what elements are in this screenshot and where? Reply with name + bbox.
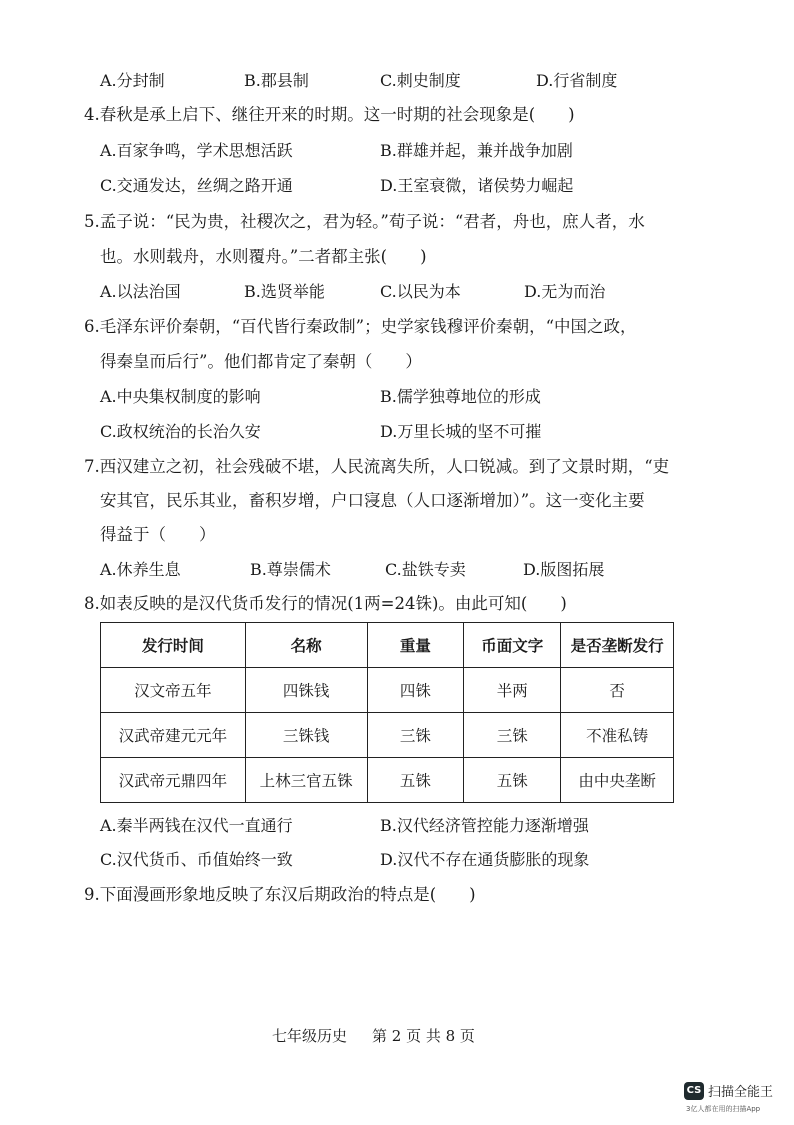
q8-option-a: A.秦半两钱在汉代一直通行 (100, 816, 293, 835)
header-coin-name: 名称 (245, 623, 367, 668)
table-cell: 汉武帝元鼎四年 (101, 758, 246, 803)
table-cell: 否 (561, 668, 674, 713)
q7-option-a: A.休养生息 (100, 560, 181, 579)
table-cell: 三铢 (464, 713, 561, 758)
q4-option-a: A.百家争鸣，学术思想活跃 (100, 141, 293, 160)
footer-page-number: 第 2 页 共 8 页 (372, 1027, 475, 1045)
q3-option-c: C.刺史制度 (380, 71, 461, 90)
header-issue-time: 发行时间 (101, 623, 246, 668)
table-row (101, 668, 674, 713)
table-row (101, 758, 674, 803)
q8-option-b: B.汉代经济管控能力逐渐增强 (380, 816, 589, 835)
q6-stem-line-2: 得秦皇而后行”。他们都肯定了秦朝（ ） (100, 352, 422, 371)
q4-option-d: D.王室衰微，诸侯势力崛起 (380, 176, 574, 195)
scanner-name: 扫描全能王 (708, 1085, 774, 1100)
footer-subject: 七年级历史 (272, 1027, 348, 1045)
q6-option-c: C.政权统治的长治久安 (100, 422, 261, 441)
q7-stem-line-2: 安其官，民乐其业，畜积岁增，户口寖息（人口逐渐增加）”。这一变化主要 (100, 491, 645, 510)
q8-option-d: D.汉代不存在通货膨胀的现象 (380, 850, 590, 869)
q5-option-c: C.以民为本 (380, 282, 461, 301)
q4-stem: 4.春秋是承上启下、继往开来的时期。这一时期的社会现象是( ) (84, 105, 575, 124)
header-weight: 重量 (367, 623, 464, 668)
table-cell: 五铢 (464, 758, 561, 803)
q7-option-d: D.版图拓展 (523, 560, 605, 579)
currency-table (100, 622, 674, 803)
q5-stem-line-1: 5.孟子说：“民为贵，社稷次之，君为轻。”荀子说：“君者，舟也，庶人者，水 (84, 212, 645, 231)
table-cell: 汉文帝五年 (101, 668, 246, 713)
q5-stem-line-2: 也。水则载舟，水则覆舟。”二者都主张( ) (100, 247, 427, 266)
q6-option-d: D.万里长城的坚不可摧 (380, 422, 542, 441)
q6-option-b: B.儒学独尊地位的形成 (380, 387, 541, 406)
scanner-watermark (684, 1080, 794, 1120)
q9-stem: 9.下面漫画形象地反映了东汉后期政治的特点是( ) (84, 885, 476, 904)
table-cell: 半两 (464, 668, 561, 713)
q6-option-a: A.中央集权制度的影响 (100, 387, 261, 406)
table-cell: 汉武帝建元元年 (101, 713, 246, 758)
table-cell: 五铢 (367, 758, 464, 803)
table-row (101, 713, 674, 758)
header-monopoly: 是否垄断发行 (561, 623, 674, 668)
q3-option-b: B.郡县制 (244, 71, 309, 90)
table-cell: 三铢 (367, 713, 464, 758)
q6-stem-line-1: 6.毛泽东评价秦朝，“百代皆行秦政制”；史学家钱穆评价秦朝，“中国之政， (84, 317, 637, 336)
table-cell: 由中央垄断 (561, 758, 674, 803)
q7-stem-line-1: 7.西汉建立之初，社会残破不堪，人民流离失所，人口锐减。到了文景时期，“吏 (84, 457, 670, 476)
table-cell: 三铢钱 (245, 713, 367, 758)
table-cell: 不准私铸 (561, 713, 674, 758)
q4-option-c: C.交通发达，丝绸之路开通 (100, 176, 293, 195)
q7-option-c: C.盐铁专卖 (385, 560, 466, 579)
table-header-row (101, 623, 674, 668)
q3-option-d: D.行省制度 (536, 71, 618, 90)
q7-option-b: B.尊崇儒术 (250, 560, 331, 579)
q7-stem-line-3: 得益于（ ） (100, 525, 216, 544)
table-cell: 上林三官五铢 (245, 758, 367, 803)
camscanner-logo-icon: CS (684, 1082, 704, 1100)
q8-stem: 8.如表反映的是汉代货币发行的情况(1两=24铢)。由此可知( ) (84, 594, 567, 613)
q5-option-b: B.选贤举能 (244, 282, 325, 301)
q8-option-c: C.汉代货币、币值始终一致 (100, 850, 293, 869)
table-cell: 四铢 (367, 668, 464, 713)
table-cell: 四铢钱 (245, 668, 367, 713)
scanner-tagline: 3亿人都在用的扫描App (686, 1105, 761, 1113)
q4-option-b: B.群雄并起，兼并战争加剧 (380, 141, 573, 160)
q5-option-a: A.以法治国 (100, 282, 181, 301)
header-inscription: 币面文字 (464, 623, 561, 668)
q3-option-a: A.分封制 (100, 71, 165, 90)
q5-option-d: D.无为而治 (524, 282, 606, 301)
